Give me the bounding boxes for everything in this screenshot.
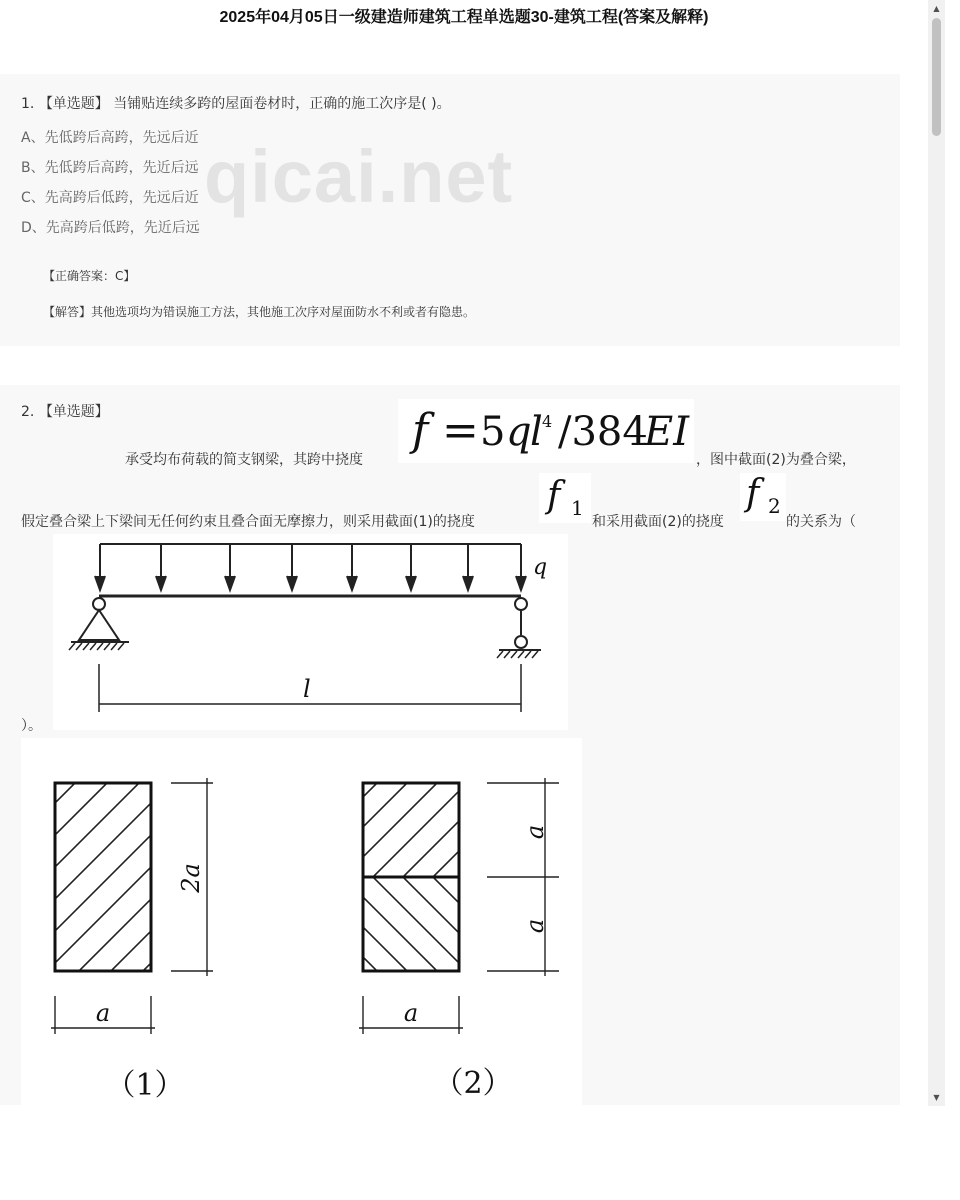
sec1-caption: （1） bbox=[105, 1068, 185, 1103]
sec2-lower-label: a bbox=[521, 918, 549, 934]
question-stem-part1: 承受均布荷载的简支钢梁，其跨中挠度 bbox=[125, 452, 363, 468]
f1-symbol bbox=[539, 473, 591, 523]
f2-symbol bbox=[740, 473, 786, 521]
question-stem-part3: 假定叠合梁上下梁间无任何约束且叠合面无摩擦力，则采用截面(1)的挠度 bbox=[21, 514, 475, 530]
formula-ei: EI bbox=[644, 409, 689, 455]
question-number: 2. bbox=[21, 404, 35, 420]
correct-answer: 【正确答案：C】 bbox=[43, 269, 136, 283]
answer-explanation: 【解答】其他选项均为错误施工方法，其他施工次序对屋面防水不利或者有隐患。 bbox=[43, 305, 476, 319]
scroll-up-icon[interactable]: ▲ bbox=[933, 4, 940, 13]
formula-equals: = bbox=[442, 405, 479, 456]
svg-text:2: 2 bbox=[768, 494, 781, 518]
question-header bbox=[21, 401, 109, 421]
question-type: 【单选题】 bbox=[38, 404, 109, 420]
formula-divisor: /384 bbox=[558, 409, 648, 455]
watermark: qicai.net bbox=[204, 135, 514, 218]
formula-l: l bbox=[530, 409, 543, 455]
question-card-1 bbox=[0, 74, 900, 346]
option-c[interactable]: C、先高跨后低跨，先远后近 bbox=[21, 190, 199, 206]
left-support-triangle bbox=[79, 610, 119, 640]
question-stem-part5: 的关系为（ bbox=[786, 514, 856, 530]
option-b[interactable]: B、先低跨后高跨，先近后远 bbox=[21, 160, 199, 176]
question-type: 【单选题】 bbox=[38, 96, 109, 112]
section-diagram bbox=[21, 738, 582, 1105]
question-stem-part4: 和采用截面(2)的挠度 bbox=[592, 514, 724, 530]
roller bbox=[515, 636, 527, 648]
load-label: q bbox=[533, 555, 548, 580]
question-header bbox=[21, 93, 451, 113]
sec2-caption: （2） bbox=[433, 1066, 513, 1101]
page-title: 2025年04月05日一级建造师建筑工程单选题30-建筑工程(答案及解释) bbox=[219, 9, 709, 26]
formula-q: q bbox=[506, 409, 532, 455]
vertical-scrollbar[interactable] bbox=[928, 0, 945, 1106]
section-1-rect bbox=[55, 783, 151, 971]
svg-text:1: 1 bbox=[571, 496, 584, 520]
sec2-width-label: a bbox=[403, 999, 419, 1027]
question-stem-end: ）。 bbox=[21, 718, 42, 734]
sec2-upper-label: a bbox=[521, 824, 549, 840]
formula-f: f bbox=[412, 405, 429, 456]
svg-text:f: f bbox=[547, 475, 561, 516]
question-number: 1. bbox=[21, 96, 35, 112]
svg-text:f: f bbox=[746, 473, 760, 514]
right-pin bbox=[515, 598, 527, 610]
option-a[interactable]: A、先低跨后高跨，先远后近 bbox=[21, 130, 199, 146]
formula-exponent: 4 bbox=[542, 412, 553, 431]
scroll-thumb[interactable] bbox=[932, 18, 941, 136]
sec1-height-label: 2a bbox=[177, 863, 205, 893]
scroll-down-icon[interactable]: ▼ bbox=[933, 1093, 940, 1102]
question-stem: 当铺贴连续多跨的屋面卷材时，正确的施工次序是( )。 bbox=[113, 96, 451, 112]
formula-coef: 5 bbox=[480, 409, 506, 455]
question-card-2 bbox=[0, 385, 900, 1105]
sec1-width-label: a bbox=[95, 999, 111, 1027]
question-stem-part2: ，图中截面(2)为叠合梁， bbox=[696, 452, 856, 468]
deflection-formula bbox=[398, 399, 694, 463]
option-d[interactable]: D、先高跨后低跨，先近后远 bbox=[21, 220, 200, 236]
span-label: l bbox=[303, 675, 311, 703]
beam-diagram bbox=[53, 534, 568, 730]
